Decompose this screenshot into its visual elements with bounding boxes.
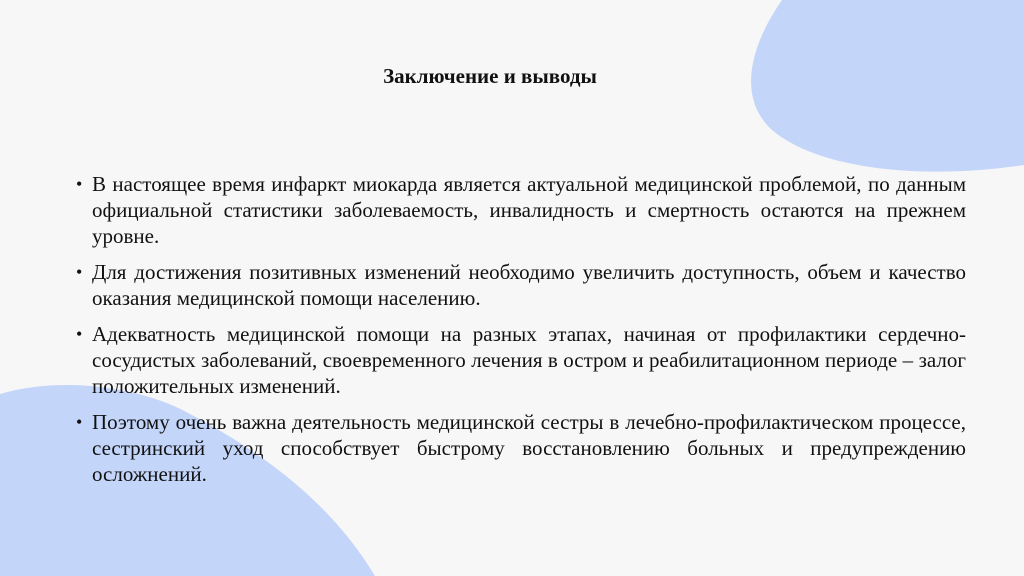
bullet-text: Адекватность медицинской помощи на разных этапах, начиная от профилактики сердечно-сосудистых заболеваний, своевременного лечения в остром и реабилитационном периоде – залог положительных изменений. bbox=[92, 322, 966, 398]
bullet-item bbox=[76, 171, 966, 249]
bullet-text: В настоящее время инфаркт миокарда является актуальной медицинской проблемой, по данным официальной статистики заболеваемость, инвалидность и смертность остаются на прежнем уровне. bbox=[92, 172, 966, 248]
bullet-dot: • bbox=[76, 412, 83, 432]
slide-title: Заключение и выводы bbox=[383, 64, 597, 88]
bullet-dot: • bbox=[76, 262, 83, 282]
bullet-item bbox=[76, 259, 966, 311]
bullet-text: Для достижения позитивных изменений необходимо увеличить доступность, объем и качество оказания медицинской помощи населению. bbox=[92, 260, 966, 310]
bullet-item bbox=[76, 321, 966, 399]
bullet-item bbox=[76, 409, 966, 487]
bullet-list bbox=[76, 171, 966, 497]
bullet-text: Поэтому очень важна деятельность медицинской сестры в лечебно-профилактическом процессе, сестринский уход способствует быстрому восстановлению больных и предупреждению осложнений. bbox=[92, 410, 966, 486]
bullet-dot: • bbox=[76, 174, 83, 194]
bullet-dot: • bbox=[76, 324, 83, 344]
